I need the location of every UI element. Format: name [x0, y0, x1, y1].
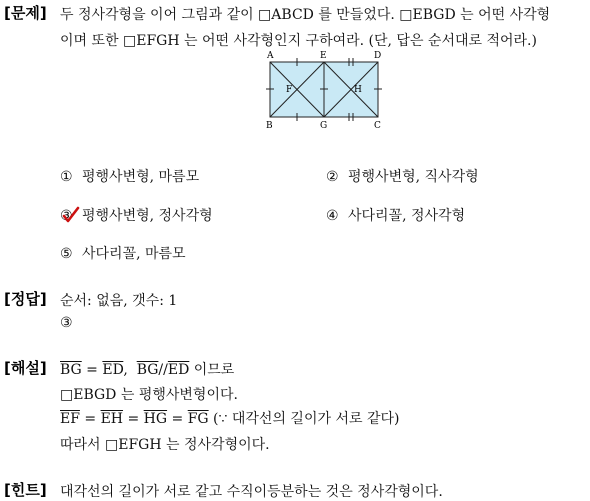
- label-b: B: [266, 121, 273, 130]
- explanation-line-2: □EBGD 는 평행사변형이다.: [60, 387, 238, 403]
- math-text: (∵ 대각선의 길이가 서로 같다): [208, 411, 400, 427]
- option-1[interactable]: [60, 166, 199, 186]
- label-g: G: [320, 121, 328, 130]
- segment-hg: $\overline{HG}$: [143, 411, 168, 427]
- explanation-line-3: [60, 408, 399, 428]
- segment-ed: $\overline{ED}$: [167, 362, 190, 378]
- label-e: E: [320, 51, 327, 61]
- option-4[interactable]: [326, 205, 465, 225]
- option-number: ③: [60, 208, 73, 224]
- math-text: ,: [123, 362, 137, 378]
- explanation-label: [해설]: [4, 359, 47, 377]
- label-a: A: [267, 51, 274, 61]
- option-text: 사다리꼴, 정사각형: [348, 208, 466, 224]
- math-text: =: [167, 411, 188, 427]
- label-c: C: [374, 121, 381, 130]
- math-text: =: [81, 362, 103, 378]
- segment-ed: $\overline{ED}$: [102, 362, 124, 378]
- answer-line-1: 순서: 없음, 갯수: 1: [60, 293, 178, 309]
- option-number: ⑤: [60, 246, 73, 262]
- geometry-figure: [262, 48, 392, 130]
- explanation-line-4: 따라서 □EFGH 는 정사각형이다.: [60, 437, 270, 453]
- segment-ef: $\overline{EF}$: [60, 411, 80, 427]
- hint-label: [힌트]: [4, 481, 47, 499]
- option-2[interactable]: [326, 166, 479, 186]
- segment-bg: $\overline{BG}$: [136, 362, 159, 378]
- label-h: H: [354, 85, 362, 95]
- option-number: ④: [326, 208, 339, 224]
- question-label: [문제]: [4, 4, 47, 22]
- segment-bg: $\overline{BG}$: [60, 362, 82, 378]
- math-text: =: [79, 411, 101, 427]
- answer-label: [정답]: [4, 290, 47, 308]
- math-text: =: [123, 411, 144, 427]
- label-d: D: [374, 51, 382, 61]
- math-text: //: [158, 362, 168, 378]
- option-text: 평행사변형, 정사각형: [82, 208, 213, 224]
- option-number: ①: [60, 169, 73, 185]
- segment-eh: $\overline{EH}$: [100, 411, 124, 427]
- explanation-line-1: [60, 359, 234, 379]
- checkmark-icon: [62, 206, 80, 224]
- option-number: ②: [326, 169, 339, 185]
- option-text: 평행사변형, 직사각형: [348, 169, 479, 185]
- option-5[interactable]: [60, 243, 186, 263]
- hint-line-1: 대각선의 길이가 서로 같고 수직이등분하는 것은 정사각형이다.: [60, 484, 443, 500]
- option-3[interactable]: [60, 205, 213, 225]
- option-number-marked: [60, 208, 82, 224]
- question-line-1: 두 정사각형을 이어 그림과 같이 □ABCD 를 만들었다. □EBGD 는 어떤 사각형: [60, 7, 551, 23]
- label-f: F: [286, 85, 293, 95]
- math-text: 이므로: [189, 362, 235, 378]
- question-line-2: 이며 또한 □EFGH 는 어떤 사각형인지 구하여라. (단, 답은 순서대로 적어라.): [60, 33, 537, 49]
- option-text: 사다리꼴, 마름모: [82, 246, 186, 262]
- option-text: 평행사변형, 마름모: [82, 169, 200, 185]
- segment-fg: $\overline{FG}$: [187, 411, 209, 427]
- answer-line-2: ③: [60, 315, 73, 331]
